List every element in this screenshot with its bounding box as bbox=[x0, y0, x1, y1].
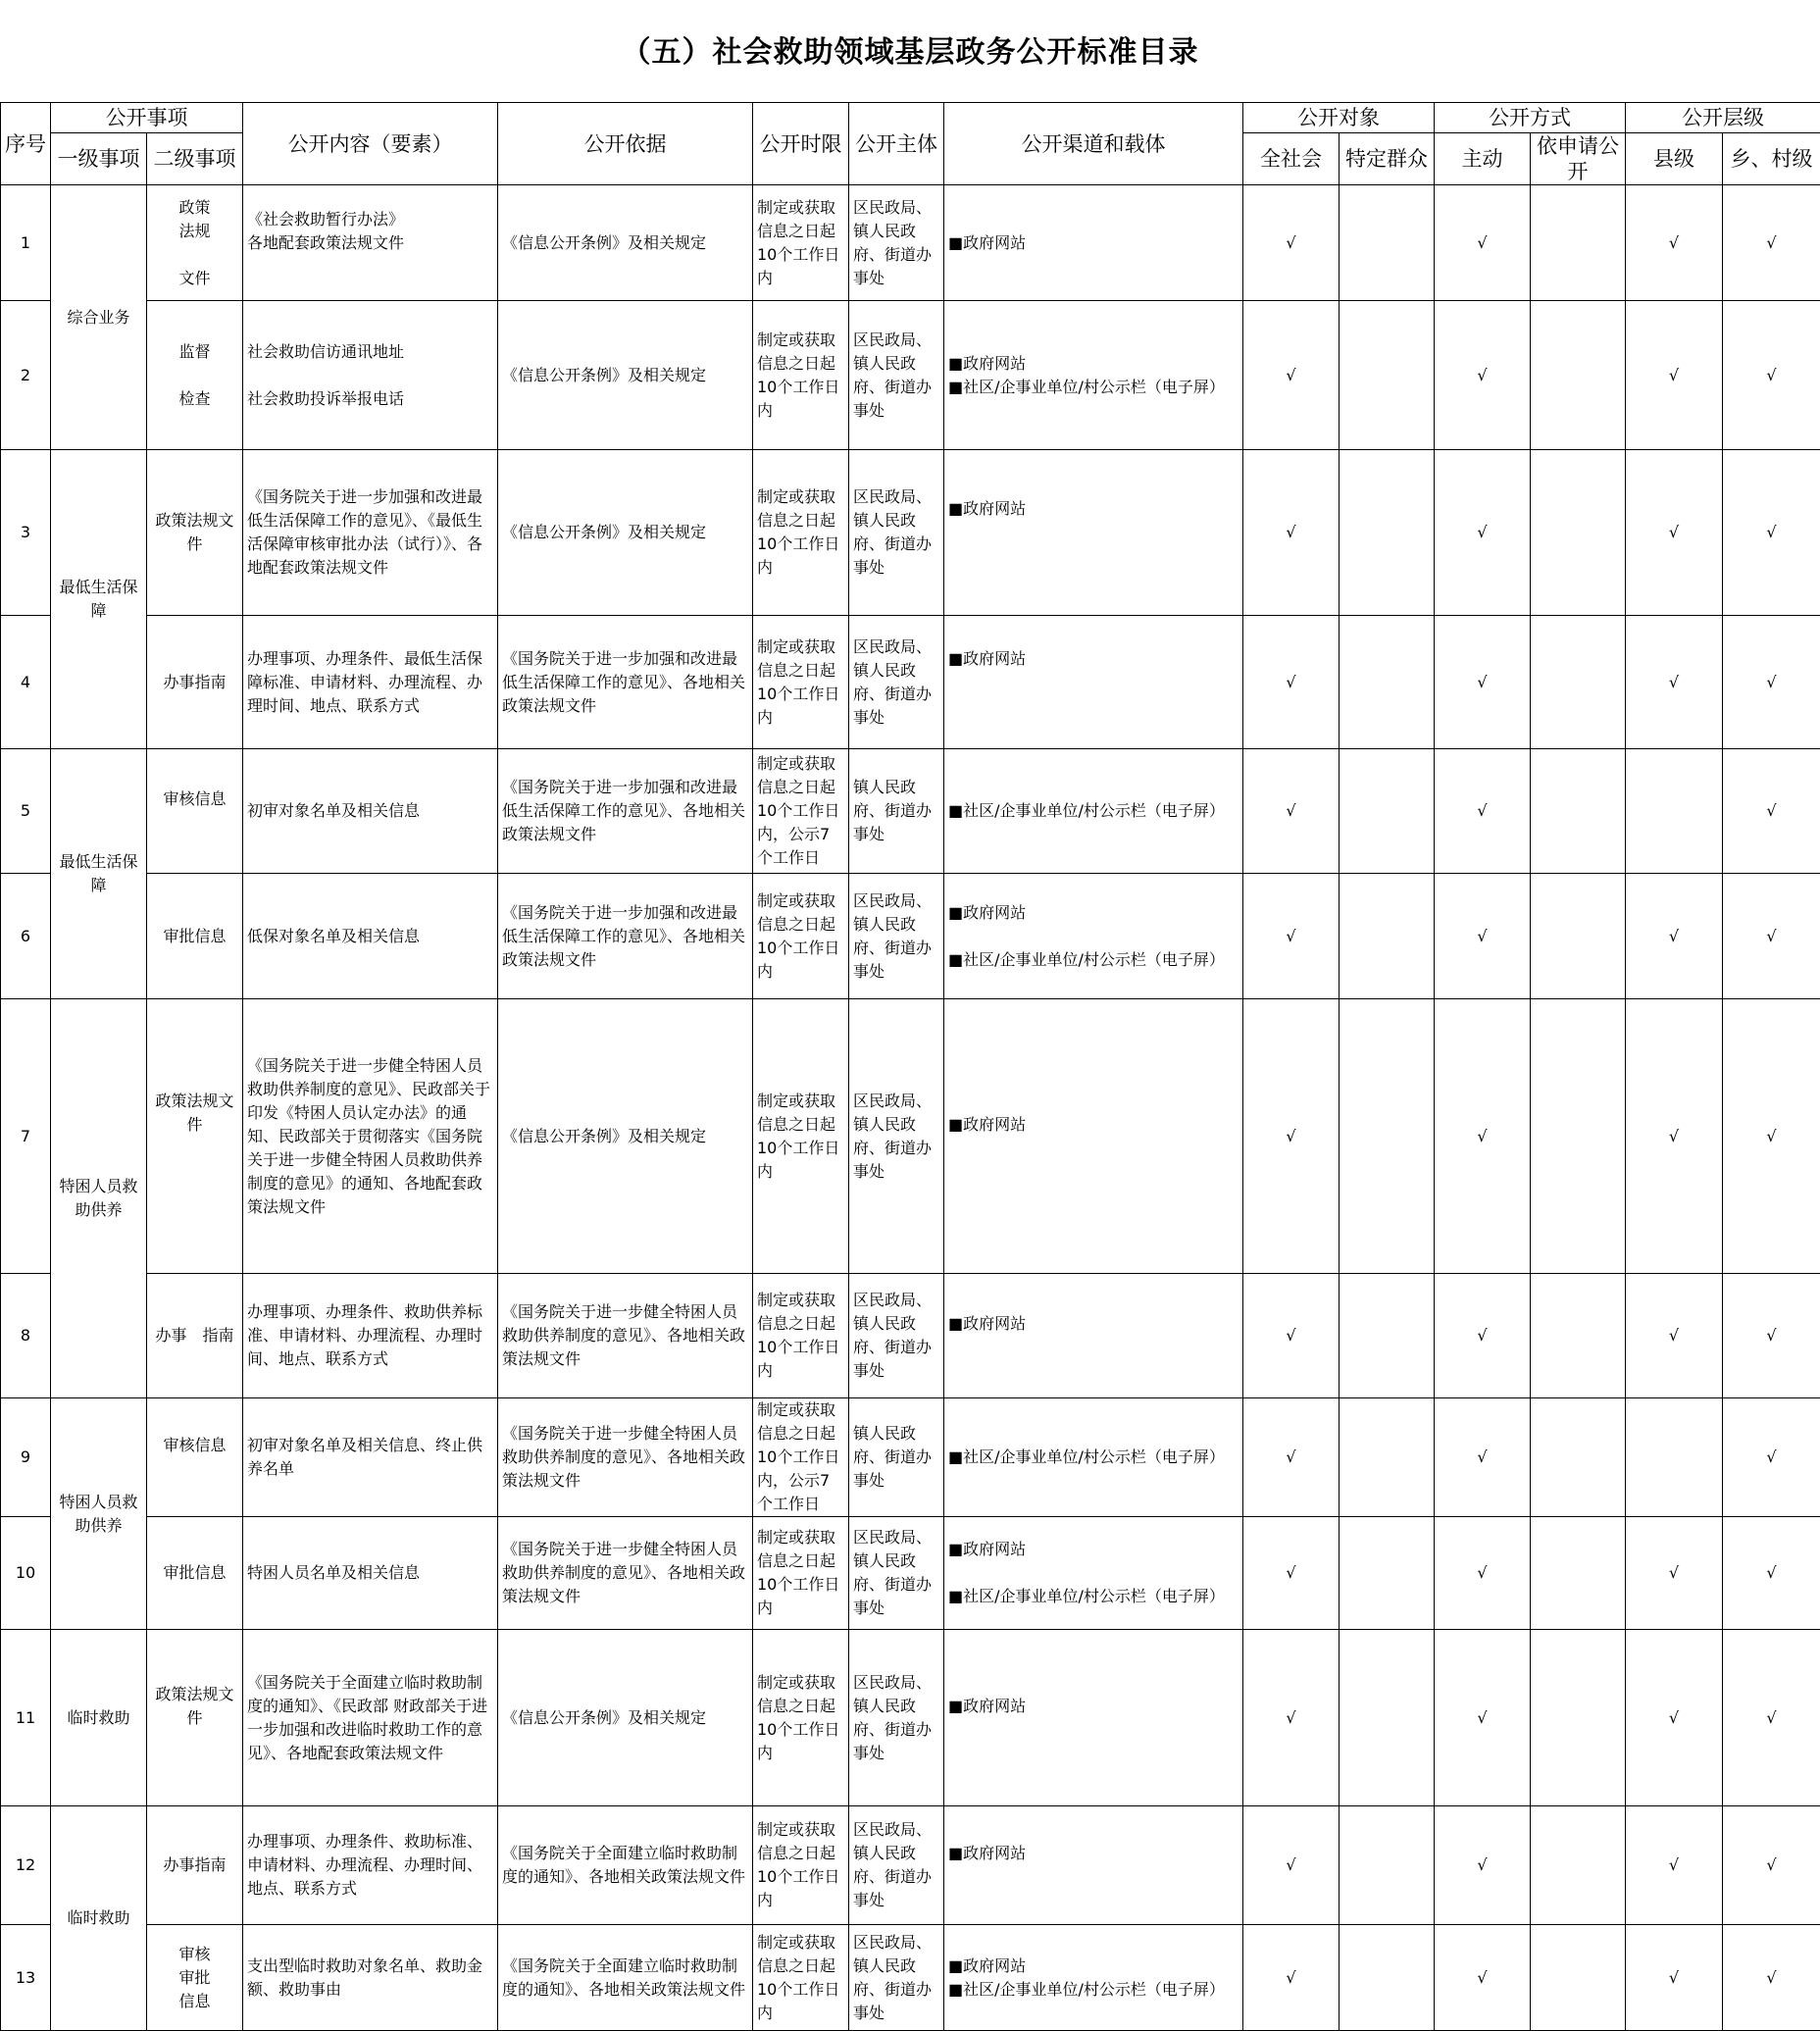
header-county: 县级 bbox=[1626, 133, 1723, 185]
header-village: 乡、村级 bbox=[1723, 133, 1820, 185]
on-request-mark bbox=[1531, 1925, 1626, 2031]
level2-cell: 办事 指南 bbox=[147, 1274, 243, 1398]
county-mark: √ bbox=[1626, 616, 1723, 749]
active-mark: √ bbox=[1435, 749, 1531, 874]
table-row bbox=[1, 1398, 1820, 1517]
table-row bbox=[1, 1517, 1820, 1630]
channel-cell: ■社区/企事业单位/村公示栏（电子屏） bbox=[944, 749, 1243, 874]
level2-cell: 审批信息 bbox=[147, 1517, 243, 1630]
county-mark: √ bbox=[1626, 874, 1723, 999]
village-mark: √ bbox=[1723, 616, 1820, 749]
all-society-mark: √ bbox=[1243, 999, 1340, 1274]
subject-cell: 区民政局、镇人民政府、街道办事处 bbox=[849, 1630, 944, 1806]
subject-cell: 区民政局、镇人民政府、街道办事处 bbox=[849, 874, 944, 999]
time-cell: 制定或获取信息之日起10个工作日内 bbox=[753, 999, 849, 1274]
active-mark: √ bbox=[1435, 301, 1531, 450]
basis-cell: 《国务院关于全面建立临时救助制度的通知》、各地相关政策法规文件 bbox=[498, 1925, 753, 2031]
specific-group-mark bbox=[1340, 1925, 1435, 2031]
specific-group-mark bbox=[1340, 1630, 1435, 1806]
basis-cell: 《国务院关于进一步加强和改进最低生活保障工作的意见》、各地相关政策法规文件 bbox=[498, 616, 753, 749]
basis-cell: 《国务院关于进一步健全特困人员救助供养制度的意见》、各地相关政策法规文件 bbox=[498, 1274, 753, 1398]
active-mark: √ bbox=[1435, 874, 1531, 999]
header-tier: 公开层级 bbox=[1626, 103, 1820, 133]
all-society-mark: √ bbox=[1243, 185, 1340, 301]
subject-cell: 镇人民政府、街道办事处 bbox=[849, 749, 944, 874]
subject-cell: 区民政局、镇人民政府、街道办事处 bbox=[849, 301, 944, 450]
time-cell: 制定或获取信息之日起10个工作日内，公示7个工作日 bbox=[753, 1398, 849, 1517]
table-row bbox=[1, 749, 1820, 874]
seq-cell: 11 bbox=[1, 1630, 51, 1806]
on-request-mark bbox=[1531, 301, 1626, 450]
channel-cell: ■政府网站 bbox=[944, 1274, 1243, 1398]
basis-cell: 《国务院关于全面建立临时救助制度的通知》、各地相关政策法规文件 bbox=[498, 1806, 753, 1925]
all-society-mark: √ bbox=[1243, 874, 1340, 999]
level2-cell: 政策法规文件 bbox=[147, 1630, 243, 1806]
seq-cell: 7 bbox=[1, 999, 51, 1274]
seq-cell: 10 bbox=[1, 1517, 51, 1630]
county-mark: √ bbox=[1626, 301, 1723, 450]
basis-cell: 《国务院关于进一步健全特困人员救助供养制度的意见》、各地相关政策法规文件 bbox=[498, 1517, 753, 1630]
all-society-mark: √ bbox=[1243, 1274, 1340, 1398]
basis-cell: 《国务院关于进一步加强和改进最低生活保障工作的意见》、各地相关政策法规文件 bbox=[498, 749, 753, 874]
header-all: 全社会 bbox=[1243, 133, 1340, 185]
seq-cell: 8 bbox=[1, 1274, 51, 1398]
village-mark: √ bbox=[1723, 1517, 1820, 1630]
level2-cell: 审核信息 bbox=[147, 749, 243, 874]
table-row bbox=[1, 1630, 1820, 1806]
county-mark: √ bbox=[1626, 185, 1723, 301]
active-mark: √ bbox=[1435, 616, 1531, 749]
on-request-mark bbox=[1531, 185, 1626, 301]
village-mark: √ bbox=[1723, 1398, 1820, 1517]
specific-group-mark bbox=[1340, 874, 1435, 999]
village-mark: √ bbox=[1723, 1806, 1820, 1925]
all-society-mark: √ bbox=[1243, 1806, 1340, 1925]
seq-cell: 9 bbox=[1, 1398, 51, 1517]
content-cell: 办理事项、办理条件、救助供养标准、申请材料、办理流程、办理时间、地点、联系方式 bbox=[243, 1274, 498, 1398]
level1-cell: 临时救助 bbox=[51, 1806, 147, 2031]
seq-cell: 4 bbox=[1, 616, 51, 749]
subject-cell: 区民政局、镇人民政府、街道办事处 bbox=[849, 1274, 944, 1398]
on-request-mark bbox=[1531, 874, 1626, 999]
content-cell: 《国务院关于进一步健全特困人员救助供养制度的意见》、民政部关于印发《特困人员认定办法》的通知、民政部关于贯彻落实《国务院关于进一步健全特困人员救助供养制度的意见》的通知、各地配套政策法规文件 bbox=[243, 999, 498, 1274]
village-mark: √ bbox=[1723, 185, 1820, 301]
header-basis: 公开依据 bbox=[498, 103, 753, 185]
content-cell: 支出型临时救助对象名单、救助金额、救助事由 bbox=[243, 1925, 498, 2031]
time-cell: 制定或获取信息之日起10个工作日内 bbox=[753, 1630, 849, 1806]
subject-cell: 区民政局、镇人民政府、街道办事处 bbox=[849, 616, 944, 749]
content-cell: 《国务院关于全面建立临时救助制度的通知》、《民政部 财政部关于进一步加强和改进临时救助工作的意见》、各地配套政策法规文件 bbox=[243, 1630, 498, 1806]
all-society-mark: √ bbox=[1243, 749, 1340, 874]
level2-cell: 审批信息 bbox=[147, 874, 243, 999]
subject-cell: 区民政局、镇人民政府、街道办事处 bbox=[849, 1806, 944, 1925]
header-method: 公开方式 bbox=[1435, 103, 1626, 133]
specific-group-mark bbox=[1340, 1398, 1435, 1517]
time-cell: 制定或获取信息之日起10个工作日内 bbox=[753, 1517, 849, 1630]
on-request-mark bbox=[1531, 616, 1626, 749]
active-mark: √ bbox=[1435, 185, 1531, 301]
county-mark: √ bbox=[1626, 1806, 1723, 1925]
time-cell: 制定或获取信息之日起10个工作日内 bbox=[753, 874, 849, 999]
village-mark: √ bbox=[1723, 749, 1820, 874]
channel-cell: ■政府网站 bbox=[944, 450, 1243, 616]
channel-cell: ■社区/企事业单位/村公示栏（电子屏） bbox=[944, 1398, 1243, 1517]
time-cell: 制定或获取信息之日起10个工作日内 bbox=[753, 1274, 849, 1398]
content-cell: 社会救助信访通讯地址 社会救助投诉举报电话 bbox=[243, 301, 498, 450]
all-society-mark: √ bbox=[1243, 1925, 1340, 2031]
all-society-mark: √ bbox=[1243, 1630, 1340, 1806]
basis-cell: 《信息公开条例》及相关规定 bbox=[498, 185, 753, 301]
seq-cell: 3 bbox=[1, 450, 51, 616]
seq-cell: 13 bbox=[1, 1925, 51, 2031]
seq-cell: 2 bbox=[1, 301, 51, 450]
level1-cell: 临时救助 bbox=[51, 1630, 147, 1806]
header-apply: 依申请公开 bbox=[1531, 133, 1626, 185]
active-mark: √ bbox=[1435, 999, 1531, 1274]
header-row-1 bbox=[1, 103, 1820, 133]
time-cell: 制定或获取信息之日起10个工作日内 bbox=[753, 450, 849, 616]
level2-cell: 政策 法规 文件 bbox=[147, 185, 243, 301]
channel-cell: ■政府网站 ■社区/企事业单位/村公示栏（电子屏） bbox=[944, 874, 1243, 999]
active-mark: √ bbox=[1435, 450, 1531, 616]
level1-cell: 特困人员救助供养 bbox=[51, 999, 147, 1398]
channel-cell: ■政府网站 bbox=[944, 1630, 1243, 1806]
channel-cell: ■政府网站 bbox=[944, 999, 1243, 1274]
header-seq: 序号 bbox=[1, 103, 51, 185]
level2-cell: 审核信息 bbox=[147, 1398, 243, 1517]
village-mark: √ bbox=[1723, 1274, 1820, 1398]
header-items: 公开事项 bbox=[51, 103, 243, 133]
header-subject: 公开主体 bbox=[849, 103, 944, 185]
on-request-mark bbox=[1531, 1398, 1626, 1517]
subject-cell: 区民政局、镇人民政府、街道办事处 bbox=[849, 999, 944, 1274]
time-cell: 制定或获取信息之日起10个工作日内 bbox=[753, 1806, 849, 1925]
table-row bbox=[1, 616, 1820, 749]
on-request-mark bbox=[1531, 749, 1626, 874]
header-time: 公开时限 bbox=[753, 103, 849, 185]
table-row bbox=[1, 999, 1820, 1274]
header-content: 公开内容（要素） bbox=[243, 103, 498, 185]
page-title: （五）社会救助领域基层政务公开标准目录 bbox=[0, 27, 1820, 71]
content-cell: 《社会救助暂行办法》 各地配套政策法规文件 bbox=[243, 185, 498, 301]
channel-cell: ■政府网站 ■社区/企事业单位/村公示栏（电子屏） bbox=[944, 1517, 1243, 1630]
all-society-mark: √ bbox=[1243, 301, 1340, 450]
level1-cell: 特困人员救助供养 bbox=[51, 1398, 147, 1630]
time-cell: 制定或获取信息之日起10个工作日内 bbox=[753, 1925, 849, 2031]
subject-cell: 区民政局、镇人民政府、街道办事处 bbox=[849, 1925, 944, 2031]
header-level1: 一级事项 bbox=[51, 133, 147, 185]
county-mark: √ bbox=[1626, 999, 1723, 1274]
active-mark: √ bbox=[1435, 1806, 1531, 1925]
table-row bbox=[1, 874, 1820, 999]
content-cell: 《国务院关于进一步加强和改进最低生活保障工作的意见》、《最低生活保障审核审批办法（试行）》、各地配套政策法规文件 bbox=[243, 450, 498, 616]
specific-group-mark bbox=[1340, 185, 1435, 301]
village-mark: √ bbox=[1723, 1925, 1820, 2031]
village-mark: √ bbox=[1723, 1630, 1820, 1806]
county-mark bbox=[1626, 1398, 1723, 1517]
specific-group-mark bbox=[1340, 1517, 1435, 1630]
on-request-mark bbox=[1531, 1274, 1626, 1398]
seq-cell: 12 bbox=[1, 1806, 51, 1925]
header-specific: 特定群众 bbox=[1340, 133, 1435, 185]
basis-cell: 《信息公开条例》及相关规定 bbox=[498, 450, 753, 616]
table-row bbox=[1, 1274, 1820, 1398]
seq-cell: 6 bbox=[1, 874, 51, 999]
level2-cell: 监督 检查 bbox=[147, 301, 243, 450]
all-society-mark: √ bbox=[1243, 1517, 1340, 1630]
table-row bbox=[1, 185, 1820, 301]
on-request-mark bbox=[1531, 999, 1626, 1274]
active-mark: √ bbox=[1435, 1274, 1531, 1398]
channel-cell: ■政府网站 bbox=[944, 185, 1243, 301]
seq-cell: 1 bbox=[1, 185, 51, 301]
all-society-mark: √ bbox=[1243, 616, 1340, 749]
specific-group-mark bbox=[1340, 999, 1435, 1274]
county-mark: √ bbox=[1626, 1517, 1723, 1630]
village-mark: √ bbox=[1723, 301, 1820, 450]
subject-cell: 区民政局、镇人民政府、街道办事处 bbox=[849, 1517, 944, 1630]
table-row bbox=[1, 1806, 1820, 1925]
table-row bbox=[1, 1925, 1820, 2031]
channel-cell: ■政府网站 ■社区/企事业单位/村公示栏（电子屏） bbox=[944, 1925, 1243, 2031]
active-mark: √ bbox=[1435, 1925, 1531, 2031]
channel-cell: ■政府网站 ■社区/企事业单位/村公示栏（电子屏） bbox=[944, 301, 1243, 450]
active-mark: √ bbox=[1435, 1398, 1531, 1517]
all-society-mark: √ bbox=[1243, 450, 1340, 616]
on-request-mark bbox=[1531, 1630, 1626, 1806]
time-cell: 制定或获取信息之日起10个工作日内 bbox=[753, 616, 849, 749]
content-cell: 办理事项、办理条件、救助标准、申请材料、办理流程、办理时间、地点、联系方式 bbox=[243, 1806, 498, 1925]
specific-group-mark bbox=[1340, 1274, 1435, 1398]
basis-cell: 《信息公开条例》及相关规定 bbox=[498, 301, 753, 450]
level1-cell: 最低生活保障 bbox=[51, 749, 147, 999]
all-society-mark: √ bbox=[1243, 1398, 1340, 1517]
header-target: 公开对象 bbox=[1243, 103, 1435, 133]
header-active: 主动 bbox=[1435, 133, 1531, 185]
on-request-mark bbox=[1531, 450, 1626, 616]
county-mark: √ bbox=[1626, 1274, 1723, 1398]
specific-group-mark bbox=[1340, 749, 1435, 874]
county-mark: √ bbox=[1626, 1630, 1723, 1806]
content-cell: 初审对象名单及相关信息、终止供养名单 bbox=[243, 1398, 498, 1517]
county-mark: √ bbox=[1626, 450, 1723, 616]
level2-cell: 办事指南 bbox=[147, 616, 243, 749]
subject-cell: 区民政局、镇人民政府、街道办事处 bbox=[849, 450, 944, 616]
basis-cell: 《国务院关于进一步健全特困人员救助供养制度的意见》、各地相关政策法规文件 bbox=[498, 1398, 753, 1517]
specific-group-mark bbox=[1340, 301, 1435, 450]
header-level2: 二级事项 bbox=[147, 133, 243, 185]
village-mark: √ bbox=[1723, 450, 1820, 616]
on-request-mark bbox=[1531, 1517, 1626, 1630]
level2-cell: 政策法规文件 bbox=[147, 999, 243, 1274]
basis-cell: 《信息公开条例》及相关规定 bbox=[498, 1630, 753, 1806]
on-request-mark bbox=[1531, 1806, 1626, 1925]
content-cell: 办理事项、办理条件、最低生活保障标准、申请材料、办理流程、办理时间、地点、联系方式 bbox=[243, 616, 498, 749]
basis-cell: 《国务院关于进一步加强和改进最低生活保障工作的意见》、各地相关政策法规文件 bbox=[498, 874, 753, 999]
county-mark: √ bbox=[1626, 1925, 1723, 2031]
specific-group-mark bbox=[1340, 616, 1435, 749]
header-channel: 公开渠道和载体 bbox=[944, 103, 1243, 185]
county-mark bbox=[1626, 749, 1723, 874]
level2-cell: 政策法规文件 bbox=[147, 450, 243, 616]
time-cell: 制定或获取信息之日起10个工作日内 bbox=[753, 301, 849, 450]
level2-cell: 审核 审批 信息 bbox=[147, 1925, 243, 2031]
table-row bbox=[1, 450, 1820, 616]
subject-cell: 区民政局、镇人民政府、街道办事处 bbox=[849, 185, 944, 301]
basis-cell: 《信息公开条例》及相关规定 bbox=[498, 999, 753, 1274]
subject-cell: 镇人民政府、街道办事处 bbox=[849, 1398, 944, 1517]
level1-cell: 综合业务 bbox=[51, 185, 147, 450]
time-cell: 制定或获取信息之日起10个工作日内，公示7个工作日 bbox=[753, 749, 849, 874]
channel-cell: ■政府网站 bbox=[944, 616, 1243, 749]
village-mark: √ bbox=[1723, 874, 1820, 999]
level2-cell: 办事指南 bbox=[147, 1806, 243, 1925]
channel-cell: ■政府网站 bbox=[944, 1806, 1243, 1925]
specific-group-mark bbox=[1340, 1806, 1435, 1925]
content-cell: 初审对象名单及相关信息 bbox=[243, 749, 498, 874]
village-mark: √ bbox=[1723, 999, 1820, 1274]
content-cell: 低保对象名单及相关信息 bbox=[243, 874, 498, 999]
level1-cell: 最低生活保障 bbox=[51, 450, 147, 749]
disclosure-table bbox=[0, 102, 1820, 2031]
content-cell: 特困人员名单及相关信息 bbox=[243, 1517, 498, 1630]
table-row bbox=[1, 301, 1820, 450]
active-mark: √ bbox=[1435, 1517, 1531, 1630]
time-cell: 制定或获取信息之日起10个工作日内 bbox=[753, 185, 849, 301]
specific-group-mark bbox=[1340, 450, 1435, 616]
seq-cell: 5 bbox=[1, 749, 51, 874]
active-mark: √ bbox=[1435, 1630, 1531, 1806]
